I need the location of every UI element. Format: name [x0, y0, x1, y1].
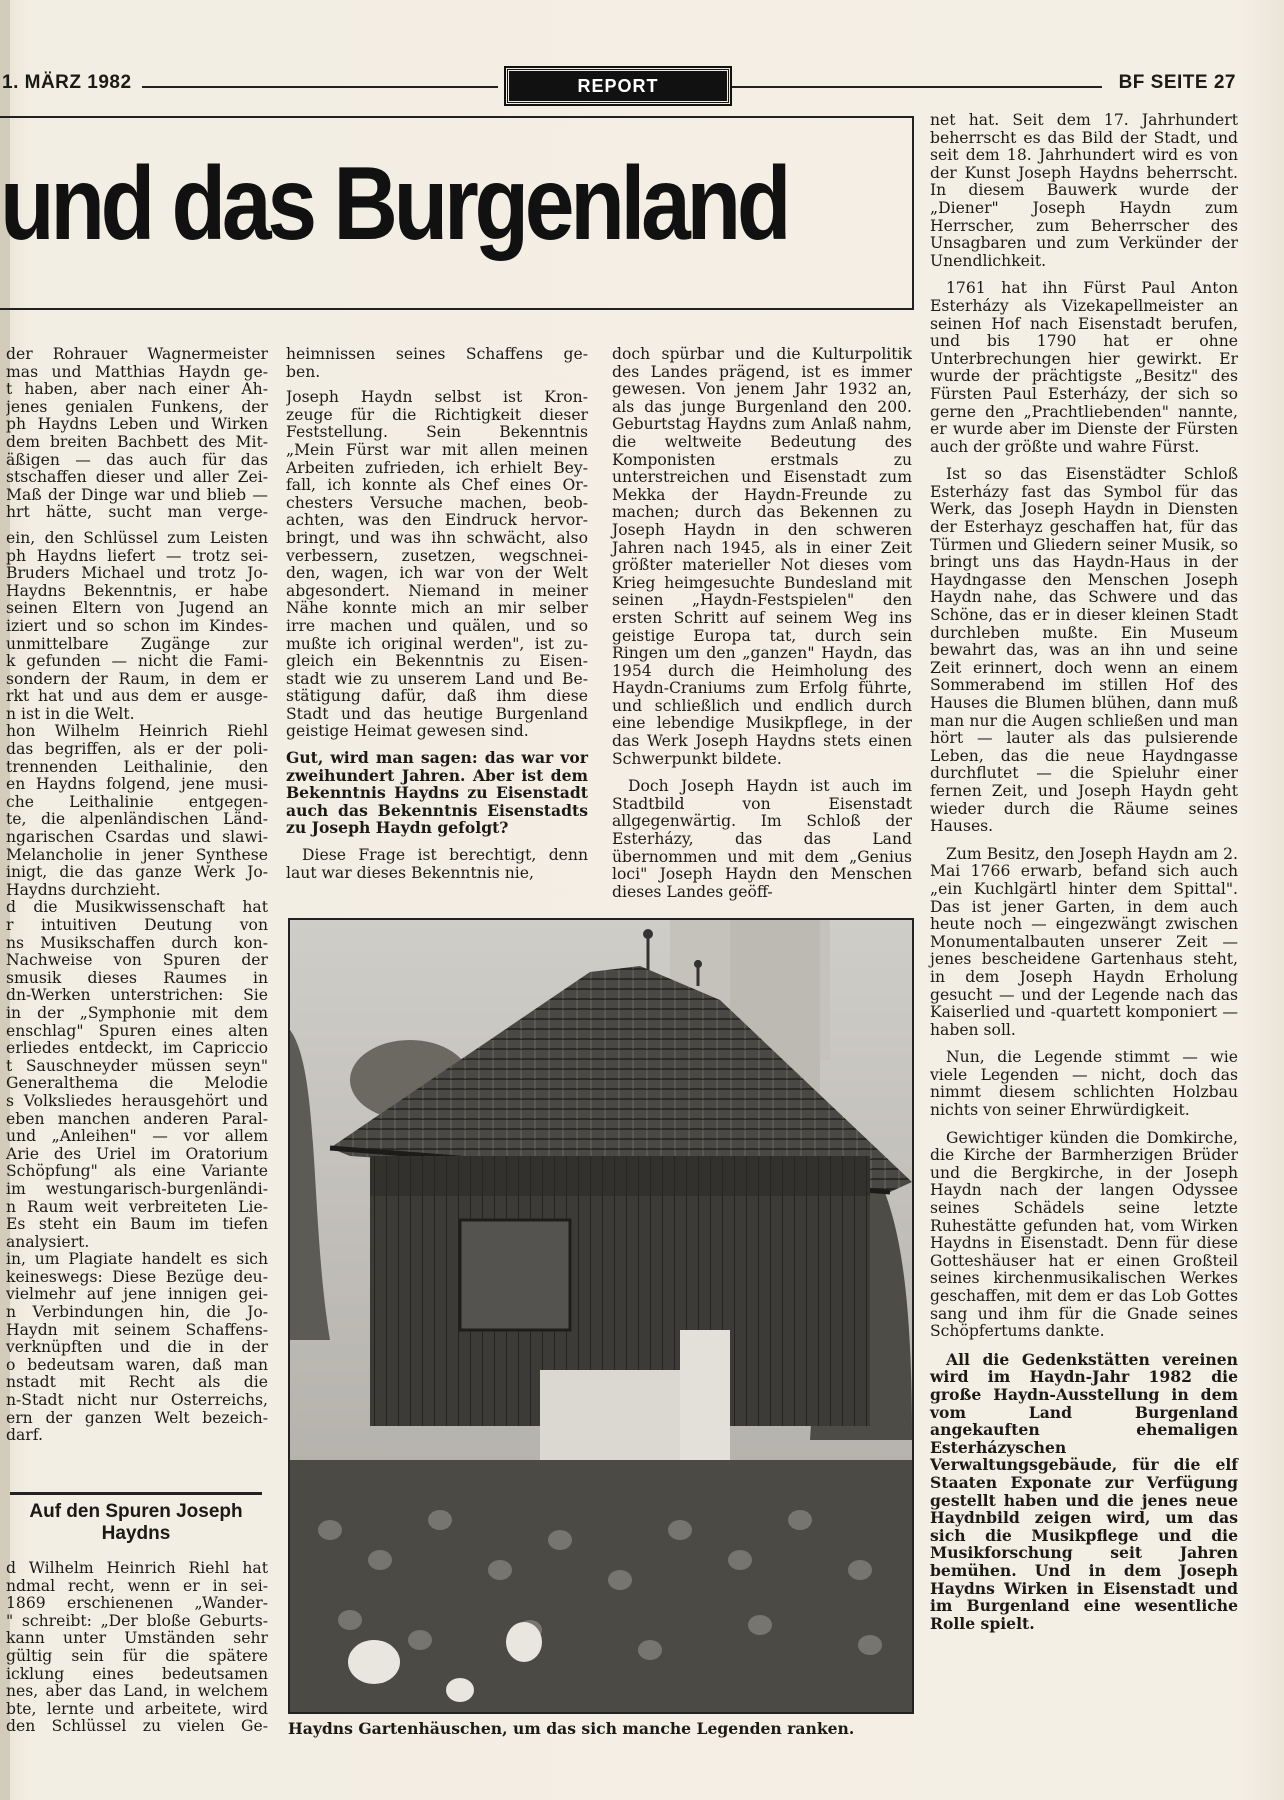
headline-box — [0, 116, 914, 310]
column-1-line: mas und Matthias Haydn ge- — [6, 363, 268, 381]
column-1-line: in der „Symphonie mit dem — [6, 1004, 268, 1022]
column-2-line: chesters Versuche machen, beob- — [286, 494, 588, 512]
column-1b-line: bte, lernte und arbeitete, wird — [6, 1700, 268, 1718]
column-1-line: in, um Plagiate handelt es sich — [6, 1251, 268, 1269]
column-1-line: ph Haydns liefert — trotz sei- — [6, 547, 268, 565]
column-1-line: t haben, aber nach einer Ah- — [6, 381, 268, 399]
column-1-line: äßigen — das auch für das — [6, 451, 268, 469]
column-4-paragraph: Nun, die Legende stimmt — wie viele Legenden — nicht, doch das nimmt diesem schlichten Holzbau nichts von seiner Ehrwürdigkeit. — [930, 1048, 1238, 1120]
column-1-line: ph Haydns Leben und Wirken — [6, 416, 268, 434]
column-1-line: Haydn mit seinem Schaffens- — [6, 1321, 268, 1339]
column-1-line: Nachweise von Spuren der — [6, 952, 268, 970]
column-1b-line: d Wilhelm Heinrich Riehl hat — [6, 1560, 268, 1577]
column-1-line: Haydns Bekenntnis, er habe — [6, 582, 268, 600]
column-1-line: hon Wilhelm Heinrich Riehl — [6, 723, 268, 741]
column-2-line: verbessern, zusetzen, wegschnei- — [286, 547, 588, 565]
column-2-line: Joseph Haydn selbst ist Kron- — [286, 389, 588, 407]
column-1-line: jenes genialen Funkens, der — [6, 398, 268, 416]
column-1-line: Melancholie in jener Synthese — [6, 846, 268, 864]
column-1-line: ngarischen Csardas und slawi- — [6, 829, 268, 847]
column-2-line: gleich ein Bekenntnis zu Eisen- — [286, 653, 588, 671]
column-4 — [930, 112, 1238, 1642]
column-2-line: achten, was den Eindruck hervor- — [286, 512, 588, 530]
header-rule-left — [142, 86, 498, 88]
column-1-line: enschlag" Spuren eines alten — [6, 1022, 268, 1040]
column-1-line: vielmehr auf jene innigen gei- — [6, 1286, 268, 1304]
photo-caption: Haydns Gartenhäuschen, um das sich manche Legenden ranken. — [288, 1719, 855, 1738]
column-1-continued — [6, 1560, 268, 1736]
column-1-line: erliedes entdeckt, im Capriccio — [6, 1040, 268, 1058]
garden-house-photo — [288, 918, 914, 1714]
page-number: BF SEITE 27 — [1118, 72, 1236, 93]
column-1b-line: ndmal recht, wenn er in sei- — [6, 1577, 268, 1595]
column-1-line: en Haydns folgend, jene musi- — [6, 776, 268, 794]
column-2-line: fall, ich konnte als Chef eines Or- — [286, 477, 588, 495]
column-1-line: t Sauschneyder müssen seyn" — [6, 1057, 268, 1075]
column-2-line: irre machen und quälen, und so — [286, 617, 588, 635]
column-1-line: das begriffen, als er der poli- — [6, 741, 268, 759]
column-1b-line: kann unter Umständen sehr — [6, 1630, 268, 1648]
column-1-line: Generalthema die Melodie — [6, 1075, 268, 1093]
column-2-line: abgesondert. Niemand in meiner — [286, 582, 588, 600]
column-1-line: hrt hätte, sucht man verge- — [6, 504, 268, 522]
column-1b-line: nes, aber das Land, in welchem — [6, 1683, 268, 1701]
subheading: Auf den Spuren Joseph Haydns — [10, 1492, 262, 1545]
column-1-line: r intuitiven Deutung von — [6, 917, 268, 934]
column-1-line: der Rohrauer Wagnermeister — [6, 346, 268, 363]
column-1b-line: 1869 erschienenen „Wander- — [6, 1595, 268, 1613]
column-2-bold-question: Gut, wird man sagen: das war vor zweihundert Jahren. Aber ist dem Bekenntnis Haydns zu Eisenstadt auch das Bekenntnis Eisenstadts zu Joseph Haydn gefolgt? — [286, 748, 588, 838]
column-1-line: sondern der Raum, in dem er — [6, 670, 268, 688]
column-1-line: o bedeutsam waren, daß man — [6, 1356, 268, 1374]
column-1-line: Schöpfung" als eine Variante — [6, 1163, 268, 1181]
section-tag: REPORT — [506, 68, 730, 104]
column-1-line: k gefunden — nicht die Fami- — [6, 653, 268, 671]
column-4-paragraph: Zum Besitz, den Joseph Haydn am 2. Mai 1766 erwarb, befand sich auch „ein Kuchlgärtl hinter dem Spittal". Das ist jener Garten, in dem auch heute noch — eingezwängt zwischen Monumentalbauten unserer Zeit — jenes bescheidene Gartenhaus steht, in dem Joseph Haydn Erholung gesucht — und der Legende nach das Kaiserlied und -quartett komponiert — haben soll. — [930, 844, 1238, 1039]
issue-date: 1. MÄRZ 1982 — [2, 72, 132, 93]
column-1-line: dem breiten Bachbett des Mit- — [6, 433, 268, 451]
column-1-line: Es steht ein Baum im tiefen — [6, 1216, 268, 1234]
column-2-line: geistige Heimat gewesen sind. — [286, 723, 529, 741]
column-1-line: s Volksliedes herausgehört und — [6, 1092, 268, 1110]
column-4-paragraph: Gewichtiger künden die Domkirche, die Kirche der Barmherzigen Brüder und die Bergkirche, in der Joseph Haydn nach der langen Odyssee seines Schädels seine letzte Ruhestätte gefunden hat, vom Wirken Haydns in Eisenstadt. Denn für diese Gotteshäuser hat er einen Großteil seines kirchenmusikalischen Werkes geschaffen, mit dem er das Lob Gottes sang und ihm für die Gnade seines Schöpfertums dankte. — [930, 1128, 1238, 1341]
column-1-line: ern der ganzen Welt bezeich- — [6, 1409, 268, 1427]
column-1-line: n Raum weit verbreiteten Lie- — [6, 1198, 268, 1216]
column-1-line: n Verbindungen hin, die Jo- — [6, 1304, 268, 1322]
column-2-line: mußte ich original werden", ist zu- — [286, 635, 588, 653]
column-1-line: Arie des Uriel im Oratorium — [6, 1145, 268, 1163]
column-1b-line: icklung eines bedeutsamen — [6, 1665, 268, 1683]
column-1-line: smusik dieses Raumes in — [6, 969, 268, 987]
column-2-line — [286, 381, 588, 389]
column-1-line: Haydns durchzieht. — [6, 881, 161, 899]
column-2-line: Arbeiten zufrieden, ich erhielt Bey- — [286, 459, 588, 477]
garden-house-icon — [290, 920, 912, 1712]
column-1b-line: " schreibt: „Der bloße Geburts- — [6, 1612, 268, 1630]
column-1-line: d die Musikwissenschaft hat — [6, 899, 268, 917]
column-2-line: zeuge für die Richtigkeit dieser — [286, 406, 588, 424]
column-1-line: unmittelbare Zugänge zur — [6, 635, 268, 653]
column-1-line: seinen Eltern von Jugend an — [6, 600, 268, 618]
column-1-line: trennenden Leithalinie, den — [6, 758, 268, 776]
column-2-ending: Diese Frage ist berechtigt, denn laut war dieses Bekenntnis nie, — [286, 846, 588, 882]
column-2-line: Nähe konnte mich an mir selber — [286, 600, 588, 618]
header-rule-right — [732, 86, 1102, 88]
column-1-line: eben manchen anderen Paral- — [6, 1110, 268, 1128]
column-1-line: n-Stadt nicht nur Österreichs, — [6, 1392, 268, 1410]
column-2-line: Feststellung. Sein Bekenntnis — [286, 424, 588, 442]
column-2-line: bringt, und was ihn schwächt, also — [286, 529, 588, 547]
column-1-line: rkt hat und aus dem er ausge- — [6, 688, 268, 706]
column-1-line: stschaffen dieser und aller Zei- — [6, 469, 268, 487]
page-header — [0, 68, 1250, 102]
column-3-paragraph: doch spürbar und die Kulturpolitik des Landes prägend, ist es immer gewesen. Von jenem Jahr 1932 an, als das junge Burgenland den 200. Geburtstag Haydns zum Anlaß nahm, die weltweite Bedeutung des Komponisten erstmals zu unterstreichen und Eisenstadt zum Mekka der Haydn-Freunde zu machen; durch das Bekennen zu Joseph Haydn in den schweren Jahren nach 1945, als in einer Zeit größter materieller Not dieses vom Krieg heimgesuchte Bundesland mit seinen „Haydn-Festspielen" den ersten Schritt auf seinem Weg ins geistige Europa tat, durch sein Ringen um den „ganzen" Haydn, das 1954 durch die Heimholung des Haydn-Craniums zum Erfolg führte, und schließlich und endlich durch eine lebendige Musikpflege, in der das Werk Joseph Haydns stets einen Schwerpunkt bildete. — [612, 345, 912, 768]
column-2 — [286, 346, 588, 892]
column-2-line: stätigung dafür, daß ihm diese — [286, 688, 588, 706]
column-1-line: che Leithalinie entgegen- — [6, 793, 268, 811]
column-1-line: ein, den Schlüssel zum Leisten — [6, 529, 268, 547]
column-2-line: „Mein Fürst war mit allen meinen — [286, 441, 588, 459]
column-1-line: inigt, die das ganze Werk Jo- — [6, 864, 268, 882]
column-1-line: te, die alpenländischen Länd- — [6, 811, 268, 829]
column-1-line: iziert und so schon im Kindes- — [6, 617, 268, 635]
column-1-line: analysiert. — [6, 1233, 90, 1251]
column-1-line: Bruders Michael und trotz Jo- — [6, 565, 268, 583]
column-1-line: dn-Werken unterstrichen: Sie — [6, 987, 268, 1005]
column-2-lines — [286, 346, 588, 741]
column-4-paragraph: 1761 hat ihn Fürst Paul Anton Esterházy als Vizekapellmeister an seinen Hof nach Eisenstadt berufen, und bis 1790 hat er ohne Unterbrechungen hier gewirkt. Er wurde der prächtigste „Besitz" des Fürsten Paul Esterházy, der sich so gerne den „Prachtliebenden" nannte, er wurde aber im Dienste der Fürsten auch der größte und wahre Fürst. — [930, 279, 1238, 456]
column-2-line: Stadt und das heutige Burgenland — [286, 705, 588, 723]
column-1-line: verknüpften und die in der — [6, 1339, 268, 1357]
column-4-bold-paragraph: All die Gedenkstätten vereinen wird im Haydn-Jahr 1982 die große Haydn-Ausstellung in dem vom Land Burgenland angekauften ehemaligen Esterházyschen Verwaltungsgebäude, für die elf Staaten Exponate zur Verfügung gestellt haben und die jenes neue Haydnbild zeigen wird, um das sich die Musikpflege und die Musikforschung seit Jahren bemühen. Und in dem Joseph Haydns Wirken in Eisenstadt und im Burgenland eine wesentliche Rolle spielt. — [930, 1349, 1238, 1633]
column-2-line: stadt wie zu unserem Land und Be- — [286, 670, 588, 688]
column-1-line: keineswegs: Diese Bezüge deu- — [6, 1268, 268, 1286]
column-3 — [612, 346, 912, 911]
column-1b-line: den Schlüssel zu vielen Ge- — [6, 1718, 268, 1736]
column-1 — [6, 346, 268, 1445]
column-1-line — [6, 522, 268, 530]
column-3-paragraph: Doch Joseph Haydn ist auch im Stadtbild von Eisenstadt allgegenwärtig. Im Schloß der Esterházy, das das Land übernommen und mit dem „Genius loci" Joseph Haydn den Menschen dieses Landes geöff- — [612, 777, 912, 901]
column-2-line: ben. — [286, 363, 321, 381]
column-1-line: n ist in die Welt. — [6, 705, 135, 723]
headline: und das Burgenland — [0, 146, 788, 262]
column-1b-line: gültig sein für die spätere — [6, 1647, 268, 1665]
column-1-line: und „Anleihen" — vor allem — [6, 1128, 268, 1146]
column-1-line: Maß der Dinge war und blieb — — [6, 486, 268, 504]
column-4-paragraph: net hat. Seit dem 17. Jahrhundert beherrscht es das Bild der Stadt, und seit dem 18. Jahrhundert wird es von der Kunst Joseph Haydns beherrscht. In diesem Bauwerk wurde der „Diener" Joseph Haydn zum Herrscher, zum Beherrscher des Unsagbaren und zum Verkünder der Unendlichkeit. — [930, 111, 1238, 270]
column-1-line: im westungarisch-burgenländi- — [6, 1180, 268, 1198]
column-1-line: ns Musikschaffen durch kon- — [6, 934, 268, 952]
column-1-line: darf. — [6, 1427, 43, 1445]
column-2-line: heimnissen seines Schaffens ge- — [286, 346, 588, 363]
column-2-line: den, wagen, ich war von der Welt — [286, 565, 588, 583]
column-1-line: nstadt mit Recht als die — [6, 1374, 268, 1392]
column-4-paragraph: Ist so das Eisenstädter Schloß Esterházy fast das Symbol für das Werk, das Joseph Haydn in Diensten der Esterhayz geschaffen hat, für das Türmen und Gliedern seiner Musik, so bringt uns das Haydn-Haus in der Haydngasse den Menschen Joseph Haydn nahe, das Schwere und das Schöne, das er in dieser kleinen Stadt durchleben mußte. Ein Museum bewahrt das, was an ihn und seine Zeit erinnert, doch wenn an einem Sommerabend im stillen Hof des Hauses die Blumen blühen, dann muß man nur die Augen schließen und man hört — lauter als das pulsierende Leben, das die neue Haydngasse durchflutet — die Spieluhr einer fernen Zeit, und Joseph Haydn geht wieder durch die Räume seines Hauses. — [930, 465, 1238, 836]
